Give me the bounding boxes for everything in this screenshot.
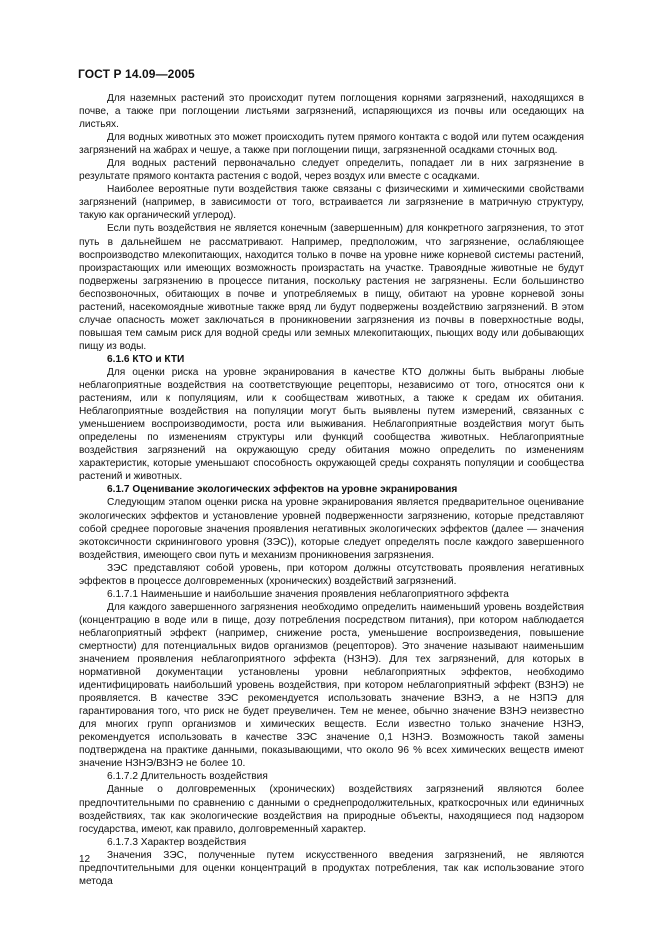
section-6-1-7-1-heading: 6.1.7.1 Наименьшие и наибольшие значения проявления неблагоприятного эффекта	[107, 588, 509, 600]
section-6-1-7-1-text: Для каждого завершенного загрязнения необходимо определить наименьший уровень воздействия (концентрацию в воде или в пище, дозу потребления посредством питания), при котором наблюдается неблагоприятный эффект (например, снижение роста, уменьшение воспроизведения, повышение смертности) для потенциальных видов организмов (рецепторов). Это значение называют наименьшим значением проявления неблагоприятного эффекта (НЗНЭ). Для тех загрязнений, для которых в нормативной документации установлены уровни неблагоприятных эффектов, необходимо идентифицировать наибольший уровень воздействия, при котором неблагоприятный эффект (ВЗНЭ) не проявляется. В качестве ЗЭС рекомендуется использовать значение ВЗНЭ, а не НЗПЭ для гарантирования того, что риск не будет преувеличен. Тем не менее, обычно значение ВЗНЭ неизвестно для многих групп организмов и химических веществ. Если известно только значение НЗНЭ, рекомендуется использовать в качестве ЗЭС значение 0,1 НЗНЭ. Возможность такой замены подтверждена на практике данными, показывающими, что около 96 % всех химических веществ имеют значение НЗНЭ/ВЗНЭ не более 10.	[79, 601, 584, 770]
section-6-1-7-3-heading: 6.1.7.3 Характер воздействия	[107, 836, 247, 848]
page-number: 12	[79, 854, 91, 865]
section-6-1-6-heading: 6.1.6 КТО и КТИ	[107, 353, 185, 365]
paragraph-incomplete-path: Если путь воздействия не является конечным (завершенным) для конкретного загрязнения, то этот путь в дальнейшем не рассматривают. Например, предположим, что загрязнение, ослабляющее воспроизводство млекопитающих, находится только в почве на уровне ниже корневой системы растений, произрастающих или имеющих возможность произрастать на участке. Травоядные животные не будут подвержены загрязнению в процессе питания, поскольку растения не загрязнены. Если большинство беспозвоночных, обитающих в почве и употребляемых в пищу, обитают на уровне корневой зоны растений, насекомоядные животные также вряд ли будут подвержены воздействию загрязнений. В этом случае опасность может заключаться в проникновении загрязнения из почвы в поверхностные воды, повышая тем самым риск для водной среды или земных млекопитающих, пьющих воду или добывающих пищу из воды.	[79, 223, 584, 352]
page-body	[79, 92, 584, 888]
section-6-1-7-2-text: Данные о долговременных (хронических) воздействиях загрязнений являются более предпочтительными по сравнению с данными о среднепродолжительных, краткосрочных или единичных воздействиях, так как экологические воздействия на природные объекты, находящиеся под надзором государства, имеют, как правило, долговременный характер.	[79, 784, 584, 835]
document-header: ГОСТ Р 14.09—2005	[78, 67, 195, 81]
section-6-1-7-text-2: ЗЭС представляют собой уровень, при котором должны отсутствовать проявления негативных эффектов в процессе долговременных (хронических) воздействий загрязнений.	[79, 562, 584, 587]
section-6-1-7-3-text: Значения ЗЭС, полученные путем искусственного введения загрязнений, не являются предпочтительными для оценки концентраций в продуктах потребления, так как использование этого метода	[79, 849, 584, 887]
paragraph-water-animals: Для водных животных это может происходить путем прямого контакта с водой или путем осаждения загрязнений на жабрах и чешуе, а также при поглощении пищи, загрязненной осадками сточных вод.	[79, 132, 584, 157]
section-6-1-6-text: Для оценки риска на уровне экранирования в качестве КТО должны быть выбраны любые неблагоприятные воздействия на соответствующие рецепторы, независимо от того, относятся они к растениям, или к популяциям, или к сообществам животных, а также к средам их обитания. Неблагоприятные воздействия на популяции могут быть выявлены путем измерений, связанных с уменьшением воспроизводимости, роста или выживания. Неблагоприятные воздействия могут быть определены по изменениям структуры или функций сообщества животных. Неблагоприятные воздействия загрязнений на окружающую среду обитания можно определить по изменениям характеристик, которые уменьшают способность окружающей среды сохранять популяции и сообщества растений и животных.	[79, 366, 584, 483]
paragraph-exposure-paths: Наиболее вероятные пути воздействия также связаны с физическими и химическими свойствами загрязнений (например, в зависимости от того, встраивается ли загрязнение в матричную структуру, такую как органический углерод).	[79, 184, 584, 222]
paragraph-water-plants: Для водных растений первоначально следует определить, попадает ли в них загрязнение в результате прямого контакта растения с водой, через воздух или вместе с осадками.	[79, 158, 584, 183]
section-6-1-7-2-heading: 6.1.7.2 Длительность воздействия	[107, 771, 268, 783]
section-6-1-7-heading: 6.1.7 Оценивание экологических эффектов на уровне экранирования	[107, 484, 458, 496]
paragraph-land-plants: Для наземных растений это происходит путем поглощения корнями загрязнений, находящихся в почве, а также при поглощении листьями загрязнений, испаряющихся из почвы или оседающих на листьях.	[79, 93, 584, 131]
section-6-1-7-text-1: Следующим этапом оценки риска на уровне экранирования является предварительное оценивание экологических эффектов и установление уровней подверженности загрязнению, которые представляют собой среднее пороговые значения проявления негативных экологических эффектов (далее — значения экотоксичности скринингового уровня (ЗЭС)), которые следует определять после каждого завершенного воздействия, имеющего свои путь и механизм проникновения загрязнения.	[79, 497, 584, 561]
